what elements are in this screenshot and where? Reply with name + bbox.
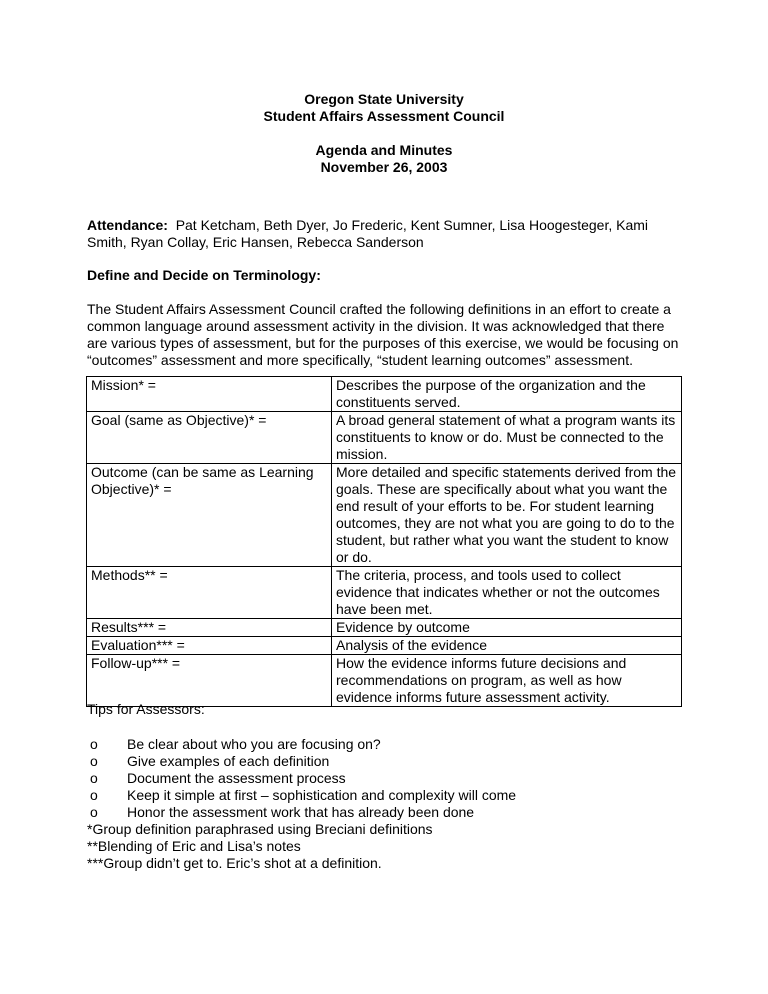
bullet-icon: o: [90, 770, 98, 786]
attendance-paragraph: [87, 217, 677, 251]
term-cell: Follow-up*** =: [87, 655, 332, 707]
tip-text: Honor the assessment work that has already been done: [127, 804, 475, 820]
tips-title: Tips for Assessors:: [87, 701, 205, 717]
table-row: [87, 464, 682, 567]
bullet-icon: o: [90, 787, 98, 803]
definition-cell: A broad general statement of what a program wants its constituents to know or do. Must be connected to the mission.: [332, 412, 682, 464]
tips-list: [87, 736, 516, 821]
attendance-label: Attendance:: [87, 217, 168, 233]
term-cell: Mission* =: [87, 377, 332, 412]
definition-cell: The criteria, process, and tools used to collect evidence that indicates whether or not the outcomes have been met.: [332, 567, 682, 619]
table-row: [87, 655, 682, 707]
council-name: Student Affairs Assessment Council: [263, 108, 505, 124]
tip-text: Keep it simple at first – sophistication and complexity will come: [127, 787, 517, 803]
term-cell: Methods** =: [87, 567, 332, 619]
document-title: Agenda and Minutes: [315, 142, 453, 158]
footnote-2: **Blending of Eric and Lisa’s notes: [87, 838, 301, 854]
section-title: Define and Decide on Terminology:: [87, 267, 321, 283]
tip-text: Be clear about who you are focusing on?: [127, 736, 381, 752]
term-cell: Outcome (can be same as Learning Objective)* =: [87, 464, 332, 567]
term-cell: Evaluation*** =: [87, 637, 332, 655]
term-cell: Results*** =: [87, 619, 332, 637]
university-name: Oregon State University: [304, 91, 464, 107]
table-row: [87, 412, 682, 464]
definition-cell: Describes the purpose of the organization and the constituents served.: [332, 377, 682, 412]
table-row: [87, 637, 682, 655]
list-item: [87, 736, 516, 753]
list-item: [87, 787, 516, 804]
footnotes: [87, 821, 433, 872]
terminology-table: [86, 376, 682, 707]
definition-cell: How the evidence informs future decisions and recommendations on program, as well as how evidence informs future assessment activity.: [332, 655, 682, 707]
intro-paragraph: The Student Affairs Assessment Council crafted the following definitions in an effort to create a common language around assessment activity in the division. It was acknowledged that there are various types of assessment, but for the purposes of this exercise, we would be focusing on “outcomes” assessment and more specifically, “student learning outcomes” assessment.: [87, 301, 679, 368]
tip-text: Document the assessment process: [127, 770, 346, 786]
definition-cell: Analysis of the evidence: [332, 637, 682, 655]
tip-text: Give examples of each definition: [127, 753, 330, 769]
bullet-icon: o: [90, 736, 98, 752]
list-item: [87, 770, 516, 787]
list-item: [87, 753, 516, 770]
table-row: [87, 619, 682, 637]
definition-cell: Evidence by outcome: [332, 619, 682, 637]
footnote-1: *Group definition paraphrased using Breciani definitions: [87, 821, 433, 837]
table-row: [87, 377, 682, 412]
attendance-names: Pat Ketcham, Beth Dyer, Jo Frederic, Kent Sumner, Lisa Hoogesteger, Kami Smith, Ryan Collay, Eric Hansen, Rebecca Sanderson: [87, 217, 649, 250]
meeting-date: November 26, 2003: [320, 159, 448, 175]
bullet-icon: o: [90, 804, 98, 820]
term-cell: Goal (same as Objective)* =: [87, 412, 332, 464]
table-row: [87, 567, 682, 619]
definition-cell: More detailed and specific statements derived from the goals. These are specifically about what you want the end result of your efforts to be. For student learning outcomes, they are not what you are going to do to the student, but rather what you want the student to know or do.: [332, 464, 682, 567]
bullet-icon: o: [90, 753, 98, 769]
footnote-3: ***Group didn’t get to. Eric’s shot at a definition.: [87, 855, 382, 871]
list-item: [87, 804, 516, 821]
